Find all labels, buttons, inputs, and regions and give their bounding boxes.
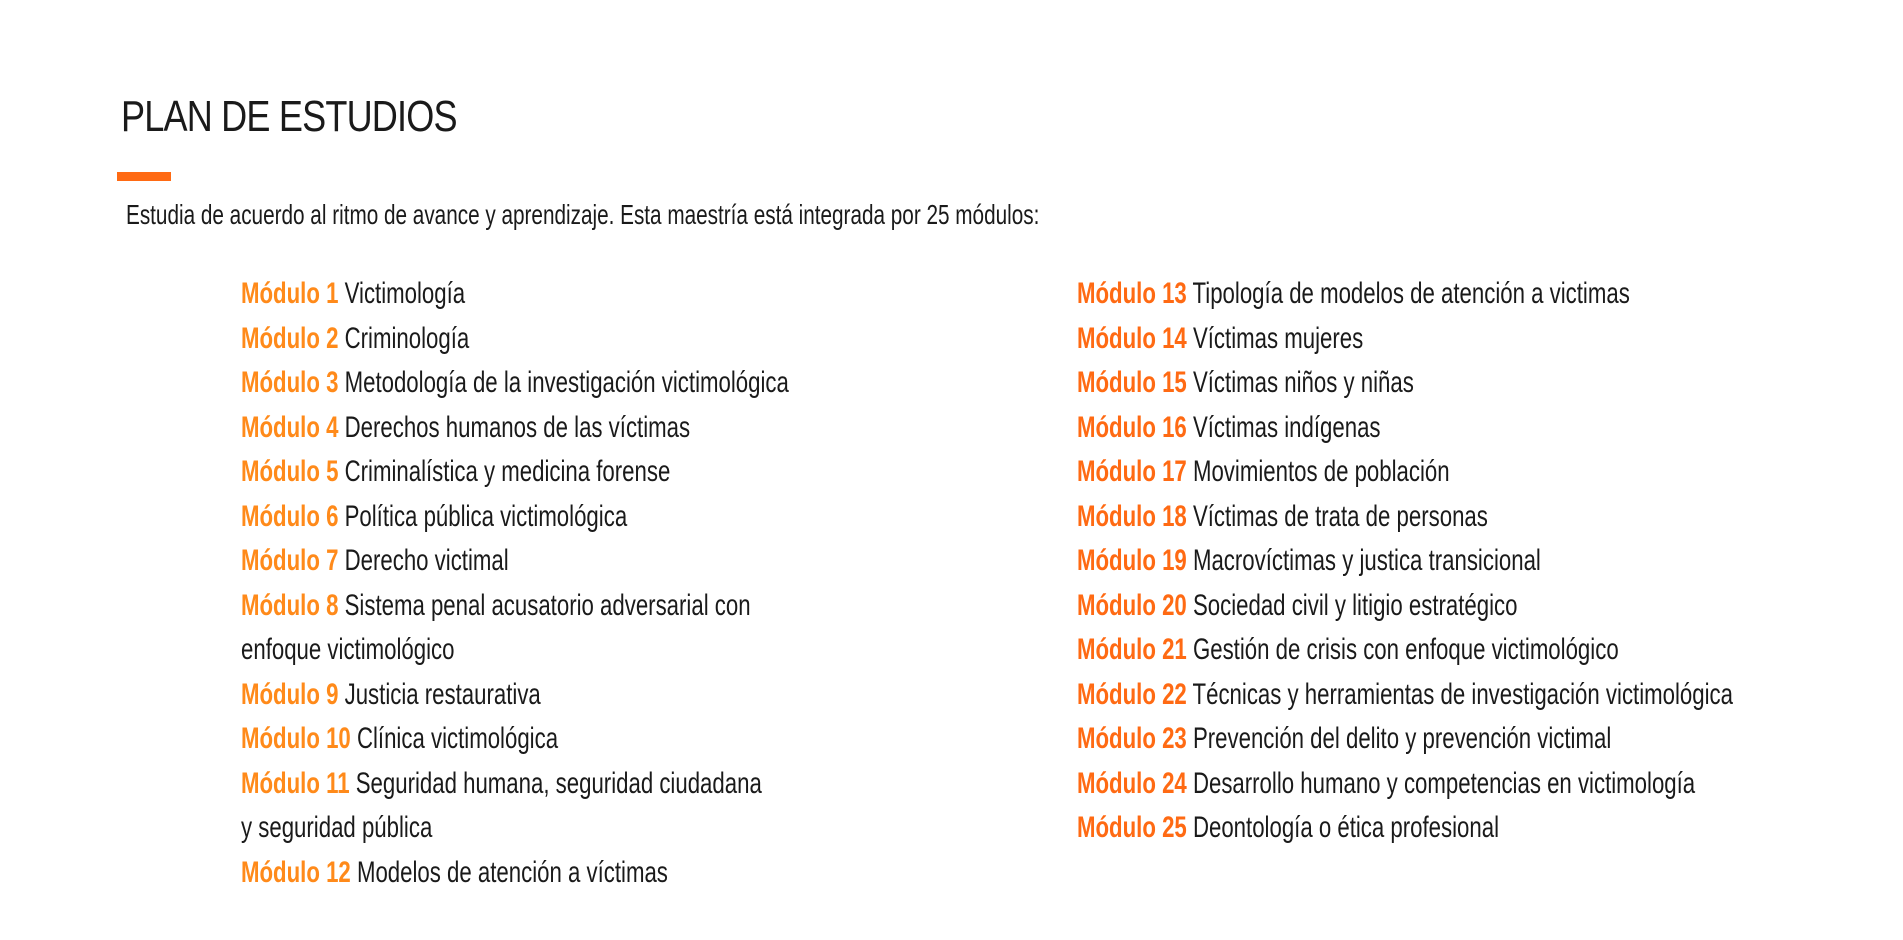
module-title: Víctimas de trata de personas: [1192, 499, 1488, 533]
module-label: Módulo 17: [1077, 455, 1187, 488]
module-item: [241, 851, 789, 896]
module-item: [1077, 673, 1733, 718]
module-label: Módulo 9: [241, 677, 339, 711]
module-item: [241, 673, 789, 718]
module-label: Módulo 22: [1077, 677, 1187, 711]
module-item: [241, 762, 789, 851]
module-title: Movimientos de población: [1192, 455, 1450, 488]
module-label: Módulo 4: [241, 410, 339, 444]
module-title: Sociedad civil y litigio estratégico: [1192, 588, 1518, 622]
module-title: Modelos de atención a víctimas: [356, 855, 668, 889]
module-item: [1077, 584, 1733, 629]
module-title: Metodología de la investigación victimológica: [344, 366, 789, 399]
module-title: Gestión de crisis con enfoque victimológico: [1192, 633, 1619, 666]
module-item: [241, 450, 789, 495]
module-list-right: [1077, 272, 1903, 851]
module-title: Víctimas mujeres: [1192, 321, 1364, 355]
module-label: Módulo 1: [241, 277, 339, 310]
module-item: [1077, 272, 1733, 317]
module-title: Desarrollo humano y competencias en victimología: [1192, 766, 1696, 800]
module-label: Módulo 14: [1077, 321, 1187, 355]
module-item: [1077, 628, 1733, 673]
module-label: Módulo 21: [1077, 633, 1187, 666]
module-title: Justicia restaurativa: [344, 677, 541, 711]
module-title: Tipología de modelos de atención a victimas: [1192, 277, 1630, 310]
module-list-left: [241, 272, 981, 895]
module-title-continuation: y seguridad pública: [241, 811, 433, 844]
module-item: [1077, 450, 1733, 495]
module-item: [241, 317, 789, 362]
module-title: Prevención del delito y prevención victimal: [1192, 722, 1612, 755]
module-item: [1077, 495, 1733, 540]
title-underline: [117, 172, 171, 181]
module-item: [1077, 762, 1733, 807]
module-label: Módulo 16: [1077, 410, 1187, 444]
intro-text: Estudia de acuerdo al ritmo de avance y aprendizaje. Esta maestría está integrada por 25 módulos:: [126, 199, 1040, 230]
module-title: Técnicas y herramientas de investigación victimológica: [1192, 677, 1733, 711]
module-label: Módulo 15: [1077, 366, 1187, 399]
module-title: Derecho victimal: [344, 544, 509, 577]
module-title: Criminología: [344, 321, 470, 355]
module-item: [241, 361, 789, 406]
page-title: PLAN DE ESTUDIOS: [121, 92, 457, 141]
module-label: Módulo 11: [241, 766, 350, 800]
module-label: Módulo 8: [241, 588, 339, 622]
module-label: Módulo 6: [241, 499, 339, 533]
module-label: Módulo 5: [241, 455, 339, 488]
module-title: Seguridad humana, seguridad ciudadana: [355, 766, 762, 800]
module-title: Macrovíctimas y justica transicional: [1192, 544, 1541, 577]
module-item: [241, 539, 789, 584]
module-title: Victimología: [344, 277, 466, 310]
module-item: [241, 406, 789, 451]
module-item: [1077, 539, 1733, 584]
module-item: [1077, 717, 1733, 762]
module-item: [1077, 361, 1733, 406]
module-label: Módulo 3: [241, 366, 339, 399]
module-label: Módulo 10: [241, 722, 351, 755]
module-title: Criminalística y medicina forense: [344, 455, 671, 488]
module-title: Víctimas niños y niñas: [1192, 366, 1414, 399]
module-label: Módulo 25: [1077, 811, 1187, 844]
module-item: [241, 584, 789, 673]
module-label: Módulo 2: [241, 321, 339, 355]
module-label: Módulo 18: [1077, 499, 1187, 533]
module-title: Derechos humanos de las víctimas: [344, 410, 691, 444]
module-title-continuation: enfoque victimológico: [241, 633, 455, 666]
module-title: Clínica victimológica: [356, 722, 559, 755]
module-label: Módulo 23: [1077, 722, 1187, 755]
module-item: [1077, 317, 1733, 362]
module-label: Módulo 20: [1077, 588, 1187, 622]
module-item: [1077, 406, 1733, 451]
module-label: Módulo 24: [1077, 766, 1187, 800]
module-title: Sistema penal acusatorio adversarial con: [344, 588, 751, 622]
module-title: Víctimas indígenas: [1192, 410, 1381, 444]
module-item: [241, 717, 789, 762]
module-title: Deontología o ética profesional: [1192, 811, 1500, 844]
module-title: Política pública victimológica: [344, 499, 628, 533]
module-item: [241, 495, 789, 540]
module-label: Módulo 19: [1077, 544, 1187, 577]
module-label: Módulo 7: [241, 544, 339, 577]
module-item: [241, 272, 789, 317]
module-label: Módulo 13: [1077, 277, 1187, 310]
module-item: [1077, 806, 1733, 851]
module-label: Módulo 12: [241, 855, 351, 889]
